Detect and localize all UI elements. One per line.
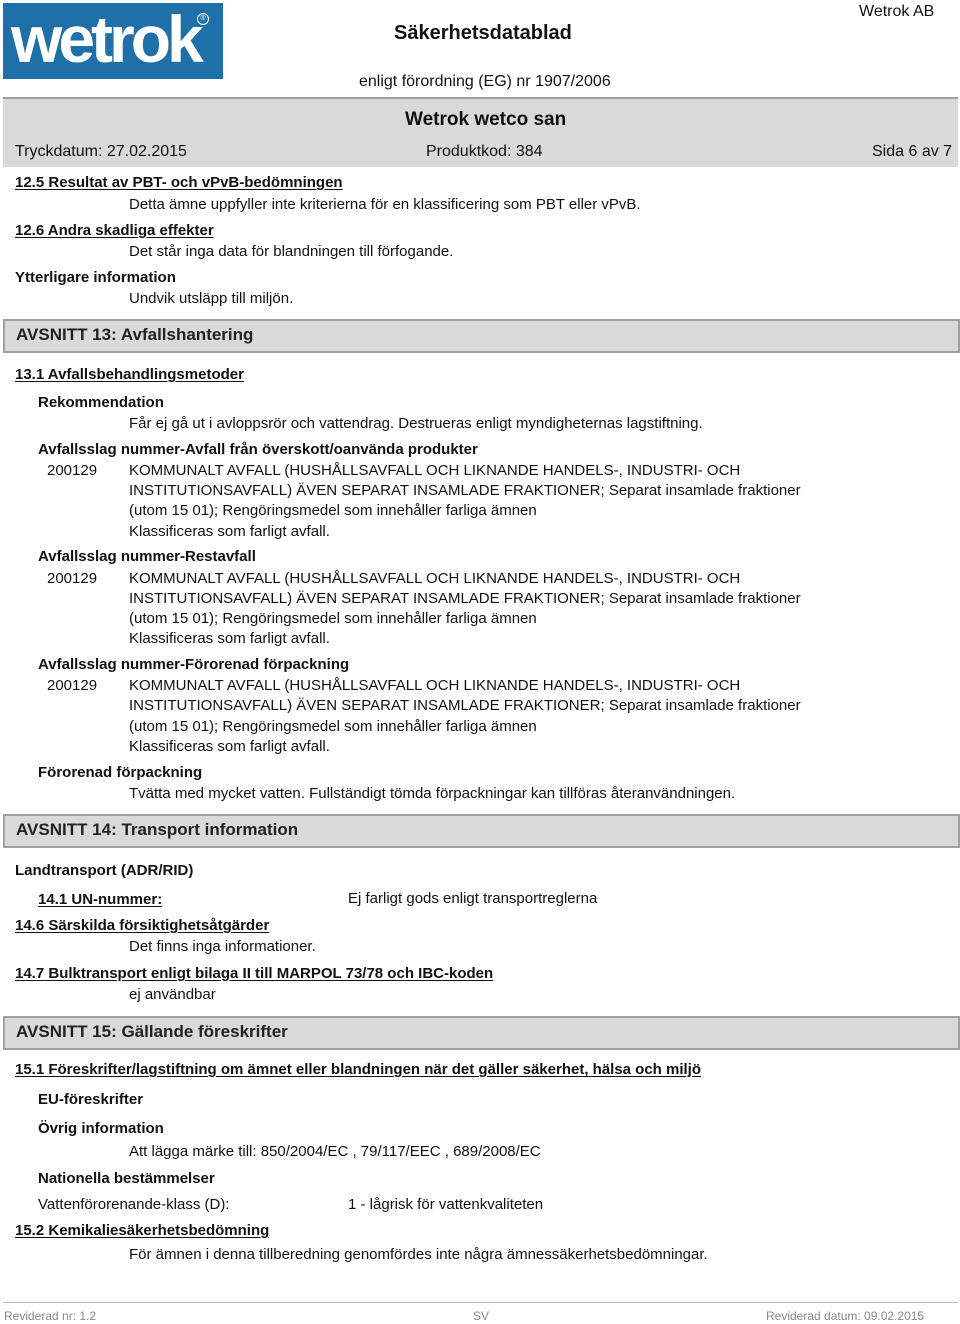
footer-divider [3, 1302, 958, 1303]
page-number: Sida 6 av 7 [872, 143, 953, 160]
waste-desc-line: (utom 15 01); Rengöringsmedel som innehåller farliga ämnen [129, 610, 537, 627]
footer-revised-date: Reviderad datum: 09.02.2015 [766, 1309, 925, 1323]
section-15-title: AVSNITT 15: Gällande föreskrifter [16, 1022, 288, 1041]
waste-desc-line: (utom 15 01); Rengöringsmedel som innehåller farliga ämnen [129, 502, 537, 519]
waste-code: 200129 [47, 462, 98, 479]
text-15-2: För ämnen i denna tillberedning genomfördes inte några ämnessäkerhetsbedömningar. [129, 1246, 708, 1263]
recommendation-text: Får ej gå ut i avloppsrör och vattendrag. Destrueras enligt myndigheternas lagstiftning. [129, 415, 703, 432]
other-info-text: Att lägga märke till: 850/2004/EC , 79/117/EEC , 689/2008/EC [129, 1143, 541, 1160]
waste-code: 200129 [47, 570, 98, 587]
waste-block-label: Avfallsslag nummer-Restavfall [38, 548, 256, 565]
waste-block-label: Avfallsslag nummer-Förorenad förpackning [38, 656, 350, 673]
heading-15-1: 15.1 Föreskrifter/lagstiftning om ämnet eller blandningen när det gäller säkerhet, hälsa och miljö [15, 1061, 702, 1078]
un-number-label: 14.1 UN-nummer: [38, 891, 163, 908]
section-13-title: AVSNITT 13: Avfallshantering [16, 325, 254, 344]
text-14-7: ej användbar [129, 986, 216, 1003]
heading-additional-info: Ytterligare information [15, 269, 176, 286]
document-title: Säkerhetsdatablad [394, 22, 572, 44]
waste-desc-line: KOMMUNALT AVFALL (HUSHÅLLSAVFALL OCH LIKNANDE HANDELS-, INDUSTRI- OCH [129, 462, 741, 479]
product-name: Wetrok wetco san [405, 109, 567, 130]
waste-desc-line: INSTITUTIONSAVFALL) ÄVEN SEPARAT INSAMLADE FRAKTIONER; Separat insamlade fraktioner [129, 590, 801, 607]
waste-classification: Klassificeras som farligt avfall. [129, 738, 330, 755]
water-hazard-class-value: 1 - lågrisk för vattenkvaliteten [348, 1196, 544, 1213]
water-hazard-class-label: Vattenförorenande-klass (D): [38, 1196, 230, 1213]
contaminated-packaging-label: Förorenad förpackning [38, 764, 203, 781]
recommendation-label: Rekommendation [38, 394, 164, 411]
heading-12-6: 12.6 Andra skadliga effekter [15, 222, 214, 239]
heading-13-1: 13.1 Avfallsbehandlingsmetoder [15, 366, 244, 383]
heading-12-5: 12.5 Resultat av PBT- och vPvB-bedömningen [15, 174, 343, 191]
waste-desc-line: KOMMUNALT AVFALL (HUSHÅLLSAVFALL OCH LIKNANDE HANDELS-, INDUSTRI- OCH [129, 677, 741, 694]
contaminated-packaging-text: Tvätta med mycket vatten. Fullständigt tömda förpackningar kan tillföras återanvändningen. [129, 785, 736, 802]
un-number-value: Ej farligt gods enligt transportreglerna [348, 890, 598, 907]
section-15-header [3, 1016, 960, 1050]
company-logo [3, 3, 223, 79]
footer-revision: Reviderad nr: 1.2 [4, 1309, 97, 1323]
registered-mark-icon: ® [197, 13, 209, 25]
waste-block-label: Avfallsslag nummer-Avfall från överskott/oanvända produkter [38, 441, 478, 458]
text-14-6: Det finns inga informationer. [129, 938, 316, 955]
national-provisions-label: Nationella bestämmelser [38, 1170, 215, 1187]
section-14-header [3, 814, 960, 848]
waste-desc-line: INSTITUTIONSAVFALL) ÄVEN SEPARAT INSAMLADE FRAKTIONER; Separat insamlade fraktioner [129, 697, 801, 714]
footer-language: SV [473, 1309, 490, 1323]
company-name: Wetrok AB [859, 3, 935, 20]
heading-14-7: 14.7 Bulktransport enligt bilaga II till MARPOL 73/78 och IBC-koden [15, 965, 494, 982]
waste-code: 200129 [47, 677, 98, 694]
regulation-text: enligt förordning (EG) nr 1907/2006 [359, 73, 611, 90]
land-transport-heading: Landtransport (ADR/RID) [15, 862, 194, 879]
heading-15-2: 15.2 Kemikaliesäkerhetsbedömning [15, 1222, 270, 1239]
text-12-6: Det står inga data för blandningen till förfogande. [129, 243, 454, 260]
waste-desc-line: INSTITUTIONSAVFALL) ÄVEN SEPARAT INSAMLADE FRAKTIONER; Separat insamlade fraktioner [129, 482, 801, 499]
waste-desc-line: (utom 15 01); Rengöringsmedel som innehåller farliga ämnen [129, 718, 537, 735]
other-info-label: Övrig information [38, 1120, 164, 1137]
heading-14-6: 14.6 Särskilda försiktighetsåtgärder [15, 917, 270, 934]
waste-desc-line: KOMMUNALT AVFALL (HUSHÅLLSAVFALL OCH LIKNANDE HANDELS-, INDUSTRI- OCH [129, 570, 741, 587]
eu-regulations-label: EU-föreskrifter [38, 1091, 144, 1108]
product-code: Produktkod: 384 [426, 143, 543, 160]
text-12-5: Detta ämne uppfyller inte kriterierna för en klassificering som PBT eller vPvB. [129, 196, 641, 213]
waste-classification: Klassificeras som farligt avfall. [129, 630, 330, 647]
print-date: Tryckdatum: 27.02.2015 [15, 143, 187, 160]
logo-wordmark: wetrok [11, 3, 200, 76]
section-13-header [3, 319, 960, 353]
text-additional-info: Undvik utsläpp till miljön. [129, 290, 294, 307]
section-14-title: AVSNITT 14: Transport information [16, 820, 299, 839]
waste-classification: Klassificeras som farligt avfall. [129, 523, 330, 540]
